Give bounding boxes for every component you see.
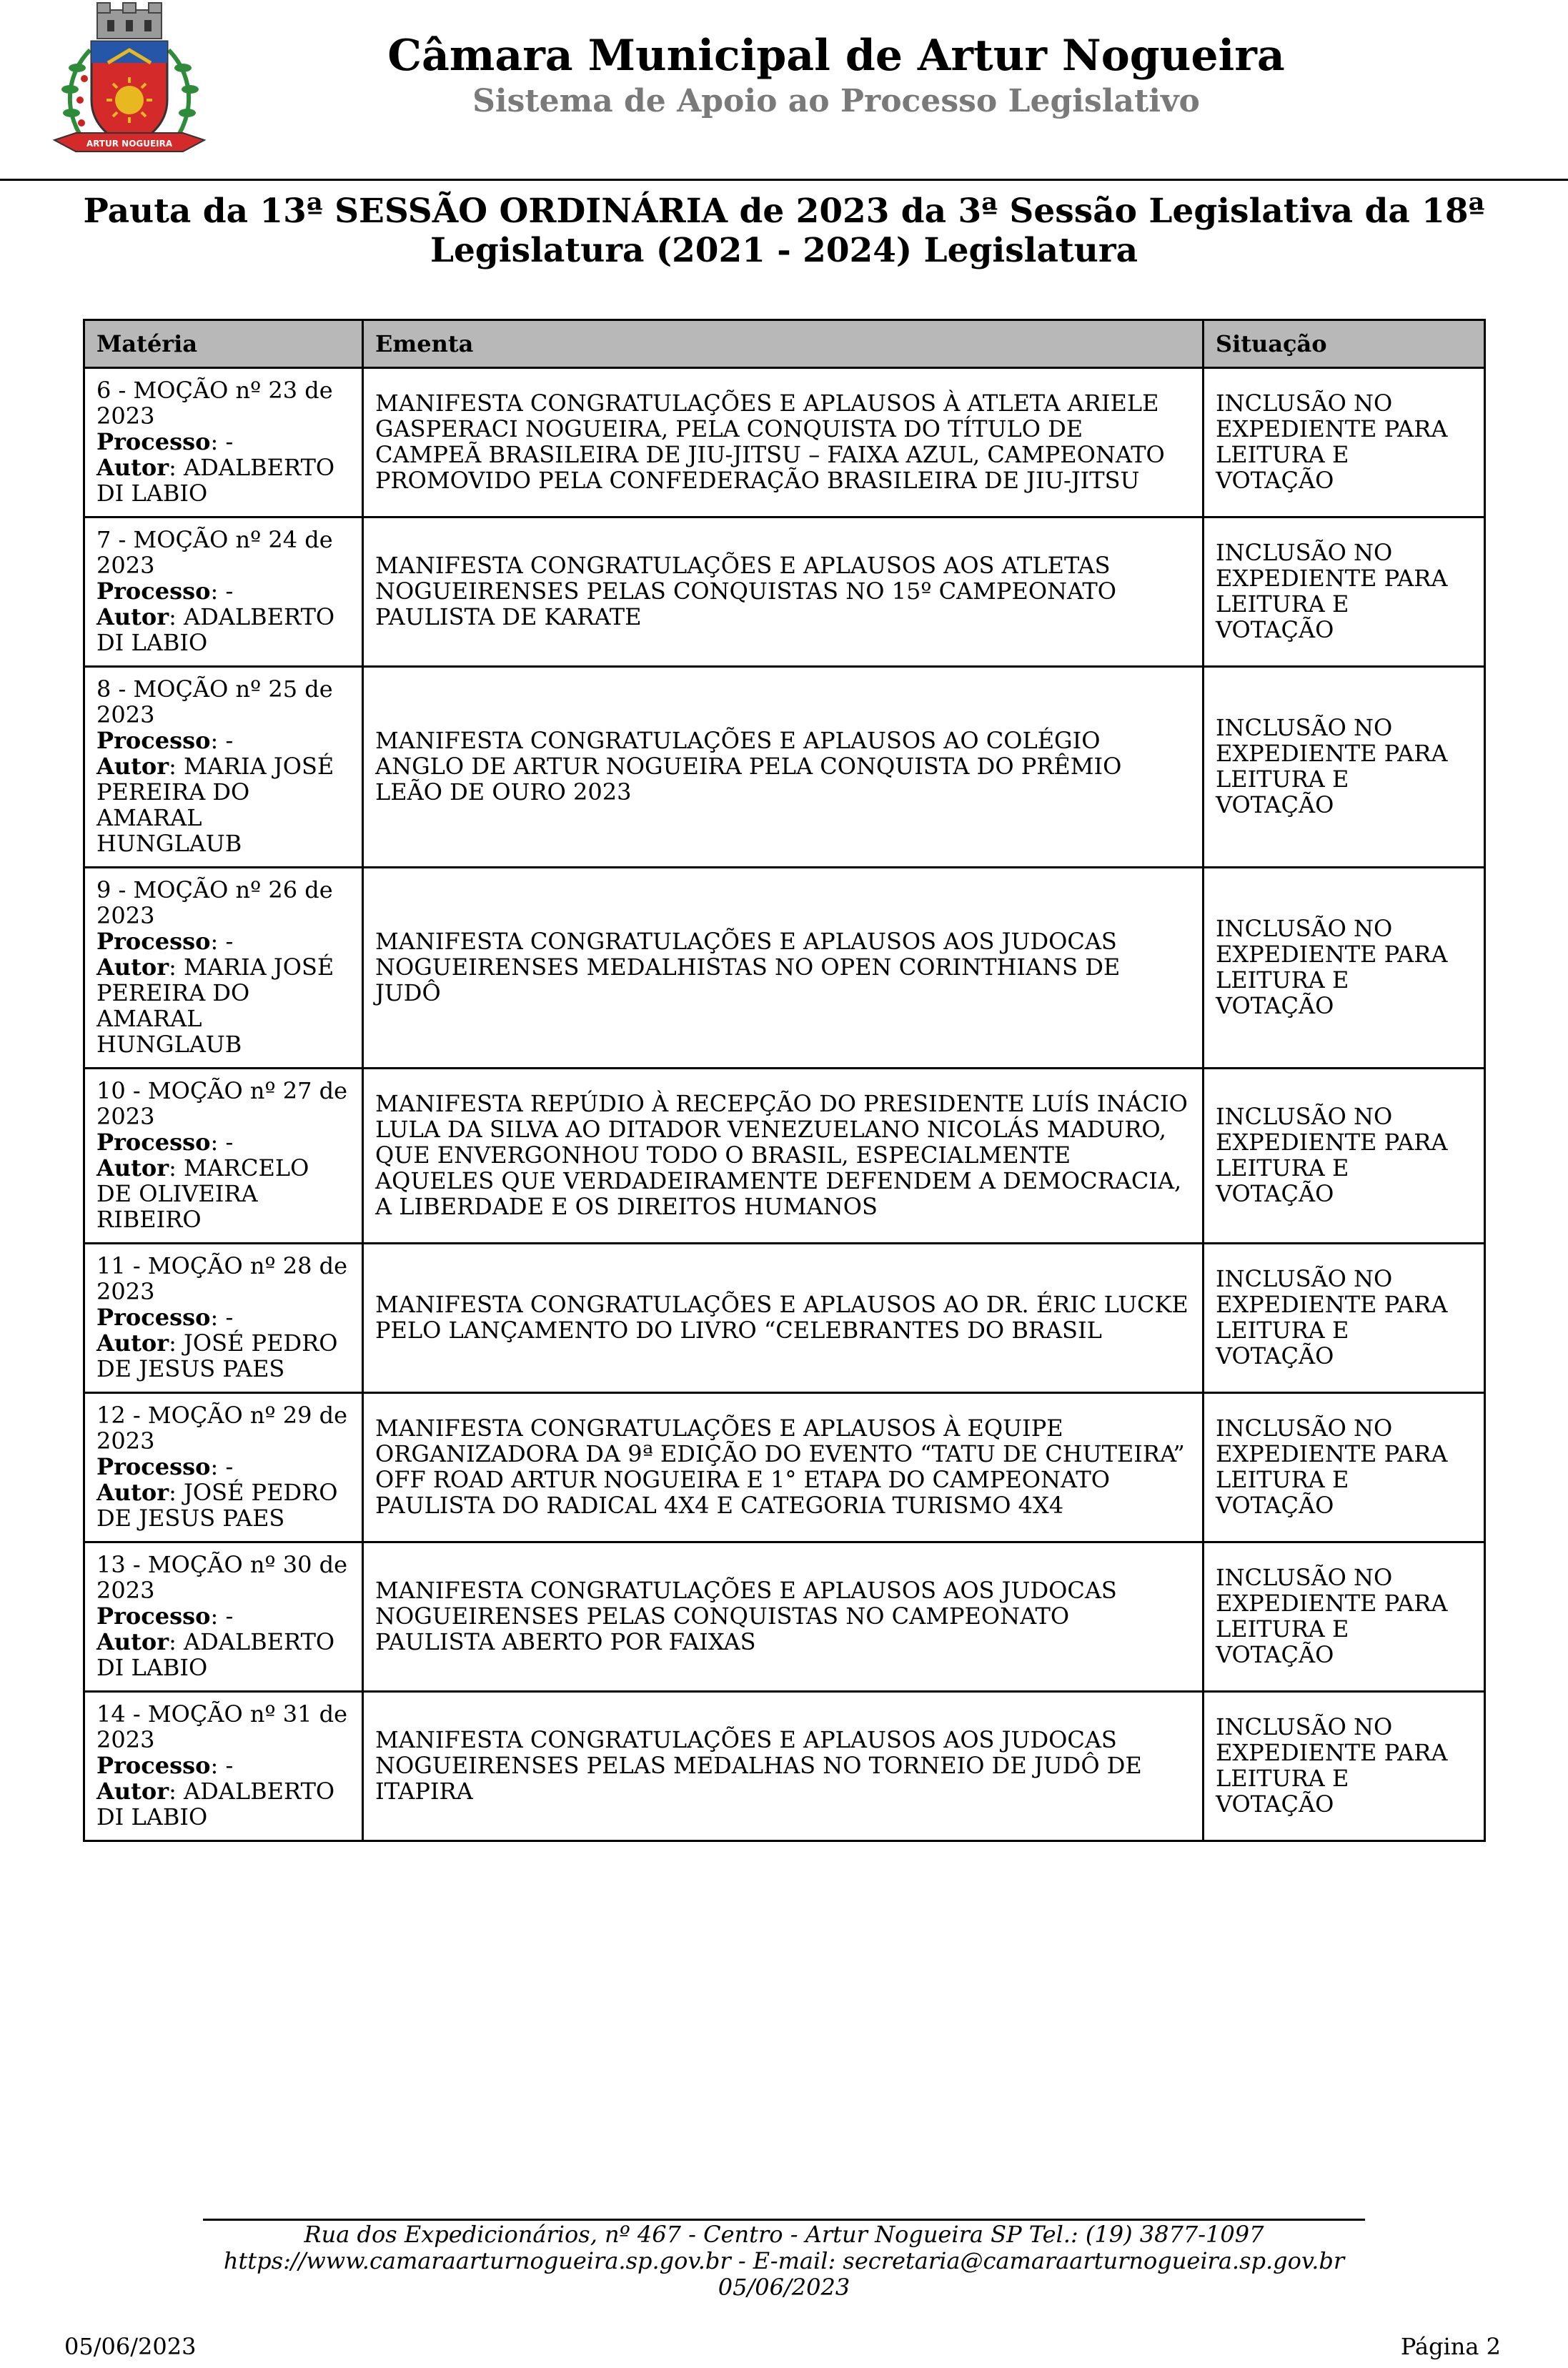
agenda-table [83, 319, 1486, 1842]
processo-label: Processo [96, 1304, 211, 1331]
cell-situacao: INCLUSÃO NO EXPEDIENTE PARA LEITURA E VOTAÇÃO [1204, 1069, 1485, 1244]
footer-date-line: 05/06/2023 [718, 2274, 850, 2301]
cell-materia [84, 667, 363, 868]
table-row [84, 517, 1485, 667]
cell-situacao: INCLUSÃO NO EXPEDIENTE PARA LEITURA E VOTAÇÃO [1204, 517, 1485, 667]
footer-address: Rua dos Expedicionários, nº 467 - Centro - Artur Nogueira SP Tel.: (19) 3877-1097 https://www.camaraarturnogueira.sp.gov.br - E-mail: secretaria@camaraarturnogueira.sp.gov.br [223, 2221, 1345, 2274]
autor-line [96, 1330, 350, 1382]
cell-materia [84, 517, 363, 667]
autor-value: : ADALBERTO DI LABIO [96, 1778, 335, 1831]
autor-label: Autor [96, 603, 169, 630]
processo-value: : - [210, 578, 234, 605]
processo-label: Processo [96, 727, 211, 754]
materia-id: 9 - MOÇÃO nº 26 de 2023 [96, 876, 333, 929]
institution-subtitle: Sistema de Apoio ao Processo Legislativo [472, 83, 1200, 119]
processo-line [96, 429, 350, 455]
materia-id: 7 - MOÇÃO nº 24 de 2023 [96, 526, 333, 579]
column-header-ementa: Ementa [363, 320, 1204, 368]
autor-value: : ADALBERTO DI LABIO [96, 1628, 335, 1681]
table-row [84, 1393, 1485, 1542]
autor-line [96, 604, 350, 655]
cell-situacao: INCLUSÃO NO EXPEDIENTE PARA LEITURA E VOTAÇÃO [1204, 667, 1485, 868]
autor-value: : ADALBERTO DI LABIO [96, 603, 335, 656]
materia-id: 6 - MOÇÃO nº 23 de 2023 [96, 377, 333, 430]
table-row [84, 1542, 1485, 1692]
autor-label: Autor [96, 953, 169, 981]
page-header [0, 0, 1568, 180]
table-header-row [84, 320, 1485, 368]
processo-value: : - [210, 1453, 234, 1480]
cell-situacao: INCLUSÃO NO EXPEDIENTE PARA LEITURA E VOTAÇÃO [1204, 368, 1485, 517]
autor-label: Autor [96, 1628, 169, 1655]
table-row [84, 667, 1485, 868]
cell-ementa: MANIFESTA CONGRATULAÇÕES E APLAUSOS AOS JUDOCAS NOGUEIRENSES MEDALHISTAS NO OPEN CORINTHIANS DE JUDÔ [363, 868, 1204, 1069]
autor-line [96, 954, 350, 1057]
processo-label: Processo [96, 1602, 211, 1630]
autor-value: : JOSÉ PEDRO DE JESUS PAES [96, 1479, 338, 1532]
cell-ementa: MANIFESTA CONGRATULAÇÕES E APLAUSOS À ATLETA ARIELE GASPERACI NOGUEIRA, PELA CONQUISTA DO TÍTULO DE CAMPEÃ BRASILEIRA DE JIU-JITSU – FAIXA AZUL, CAMPEONATO PROMOVIDO PELA CONFEDERAÇÃO BRASILEIRA DE JIU-JITSU [363, 368, 1204, 517]
table-row [84, 1244, 1485, 1393]
cell-materia [84, 1069, 363, 1244]
cell-ementa: MANIFESTA CONGRATULAÇÕES E APLAUSOS AOS JUDOCAS NOGUEIRENSES PELAS CONQUISTAS NO CAMPEONATO PAULISTA ABERTO POR FAIXAS [363, 1542, 1204, 1692]
autor-label: Autor [96, 1479, 169, 1506]
cell-situacao: INCLUSÃO NO EXPEDIENTE PARA LEITURA E VOTAÇÃO [1204, 1542, 1485, 1692]
autor-label: Autor [96, 1329, 169, 1357]
table-row [84, 1692, 1485, 1841]
materia-id: 8 - MOÇÃO nº 25 de 2023 [96, 675, 333, 728]
print-date: 05/06/2023 [64, 2333, 197, 2360]
cell-ementa: MANIFESTA CONGRATULAÇÕES E APLAUSOS AO COLÉGIO ANGLO DE ARTUR NOGUEIRA PELA CONQUISTA DO PRÊMIO LEÃO DE OURO 2023 [363, 667, 1204, 868]
processo-value: : - [210, 1129, 234, 1156]
materia-id: 12 - MOÇÃO nº 29 de 2023 [96, 1402, 348, 1455]
institution-title: Câmara Municipal de Artur Nogueira [387, 31, 1285, 81]
agenda-table-body [84, 368, 1485, 1841]
cell-materia [84, 1244, 363, 1393]
cell-materia [84, 1692, 363, 1841]
processo-line [96, 1603, 350, 1629]
autor-line [96, 455, 350, 506]
autor-label: Autor [96, 1778, 169, 1805]
processo-label: Processo [96, 928, 211, 955]
autor-label: Autor [96, 1154, 169, 1181]
session-agenda-title: Pauta da 13ª SESSÃO ORDINÁRIA de 2023 da 3ª Sessão Legislativa da 18ª Legislatura (2021 - 2024) Legislatura [83, 192, 1485, 270]
autor-label: Autor [96, 454, 169, 481]
page-number: Página 2 [1400, 2333, 1501, 2360]
processo-label: Processo [96, 428, 211, 455]
processo-line [96, 1304, 350, 1330]
cell-ementa: MANIFESTA CONGRATULAÇÕES E APLAUSOS À EQUIPE ORGANIZADORA DA 9ª EDIÇÃO DO EVENTO “TATU DE CHUTEIRA” OFF ROAD ARTUR NOGUEIRA E 1° ETAPA DO CAMPEONATO PAULISTA DO RADICAL 4X4 E CATEGORIA TURISMO 4X4 [363, 1393, 1204, 1542]
cell-ementa: MANIFESTA REPÚDIO À RECEPÇÃO DO PRESIDENTE LUÍS INÁCIO LULA DA SILVA AO DITADOR VENEZUELANO NICOLÁS MADURO, QUE ENVERGONHOU TODO O BRASIL, ESPECIALMENTE AQUELES QUE VERDADEIRAMENTE DEFENDEM A DEMOCRACIA, A LIBERDADE E OS DIREITOS HUMANOS [363, 1069, 1204, 1244]
processo-line [96, 1454, 350, 1480]
cell-situacao: INCLUSÃO NO EXPEDIENTE PARA LEITURA E VOTAÇÃO [1204, 1393, 1485, 1542]
processo-value: : - [210, 928, 234, 955]
column-header-situacao: Situação [1204, 320, 1485, 368]
table-row [84, 1069, 1485, 1244]
materia-id: 13 - MOÇÃO nº 30 de 2023 [96, 1551, 348, 1604]
processo-label: Processo [96, 1752, 211, 1779]
materia-id: 10 - MOÇÃO nº 27 de 2023 [96, 1077, 348, 1130]
processo-line [96, 578, 350, 604]
header-divider [0, 179, 1568, 181]
cell-materia [84, 1542, 363, 1692]
autor-value: : MARIA JOSÉ PEREIRA DO AMARAL HUNGLAUB [96, 753, 334, 857]
footer-contact [203, 2221, 1365, 2301]
materia-id: 14 - MOÇÃO nº 31 de 2023 [96, 1700, 348, 1753]
column-header-materia: Matéria [84, 320, 363, 368]
cell-materia [84, 1393, 363, 1542]
cell-ementa: MANIFESTA CONGRATULAÇÕES E APLAUSOS AOS JUDOCAS NOGUEIRENSES PELAS MEDALHAS NO TORNEIO DE JUDÔ DE ITAPIRA [363, 1692, 1204, 1841]
processo-value: : - [210, 1602, 234, 1630]
municipal-coat-of-arms-logo [47, 0, 212, 172]
cell-ementa: MANIFESTA CONGRATULAÇÕES E APLAUSOS AOS ATLETAS NOGUEIRENSES PELAS CONQUISTAS NO 15º CAMPEONATO PAULISTA DE KARATE [363, 517, 1204, 667]
autor-label: Autor [96, 753, 169, 780]
processo-value: : - [210, 428, 234, 455]
processo-value: : - [210, 727, 234, 754]
autor-value: : ADALBERTO DI LABIO [96, 454, 335, 507]
table-row [84, 368, 1485, 517]
processo-line [96, 1753, 350, 1778]
autor-line [96, 753, 350, 856]
autor-line [96, 1629, 350, 1680]
autor-line [96, 1778, 350, 1830]
processo-label: Processo [96, 578, 211, 605]
materia-id: 11 - MOÇÃO nº 28 de 2023 [96, 1252, 348, 1305]
autor-line [96, 1155, 350, 1232]
processo-line [96, 928, 350, 954]
processo-line [96, 1129, 350, 1155]
processo-label: Processo [96, 1129, 211, 1156]
processo-value: : - [210, 1752, 234, 1779]
cell-materia [84, 368, 363, 517]
cell-situacao: INCLUSÃO NO EXPEDIENTE PARA LEITURA E VOTAÇÃO [1204, 868, 1485, 1069]
cell-situacao: INCLUSÃO NO EXPEDIENTE PARA LEITURA E VOTAÇÃO [1204, 1692, 1485, 1841]
cell-materia [84, 868, 363, 1069]
processo-label: Processo [96, 1453, 211, 1480]
cell-situacao: INCLUSÃO NO EXPEDIENTE PARA LEITURA E VOTAÇÃO [1204, 1244, 1485, 1393]
autor-value: : MARCELO DE OLIVEIRA RIBEIRO [96, 1154, 309, 1233]
table-row [84, 868, 1485, 1069]
autor-line [96, 1480, 350, 1531]
autor-value: : MARIA JOSÉ PEREIRA DO AMARAL HUNGLAUB [96, 953, 334, 1058]
autor-value: : JOSÉ PEDRO DE JESUS PAES [96, 1329, 338, 1382]
processo-line [96, 728, 350, 753]
logo-ribbon-text: ARTUR NOGUEIRA [86, 139, 173, 149]
cell-ementa: MANIFESTA CONGRATULAÇÕES E APLAUSOS AO DR. ÉRIC LUCKE PELO LANÇAMENTO DO LIVRO “CELEBRANTES DO BRASIL [363, 1244, 1204, 1393]
processo-value: : - [210, 1304, 234, 1331]
